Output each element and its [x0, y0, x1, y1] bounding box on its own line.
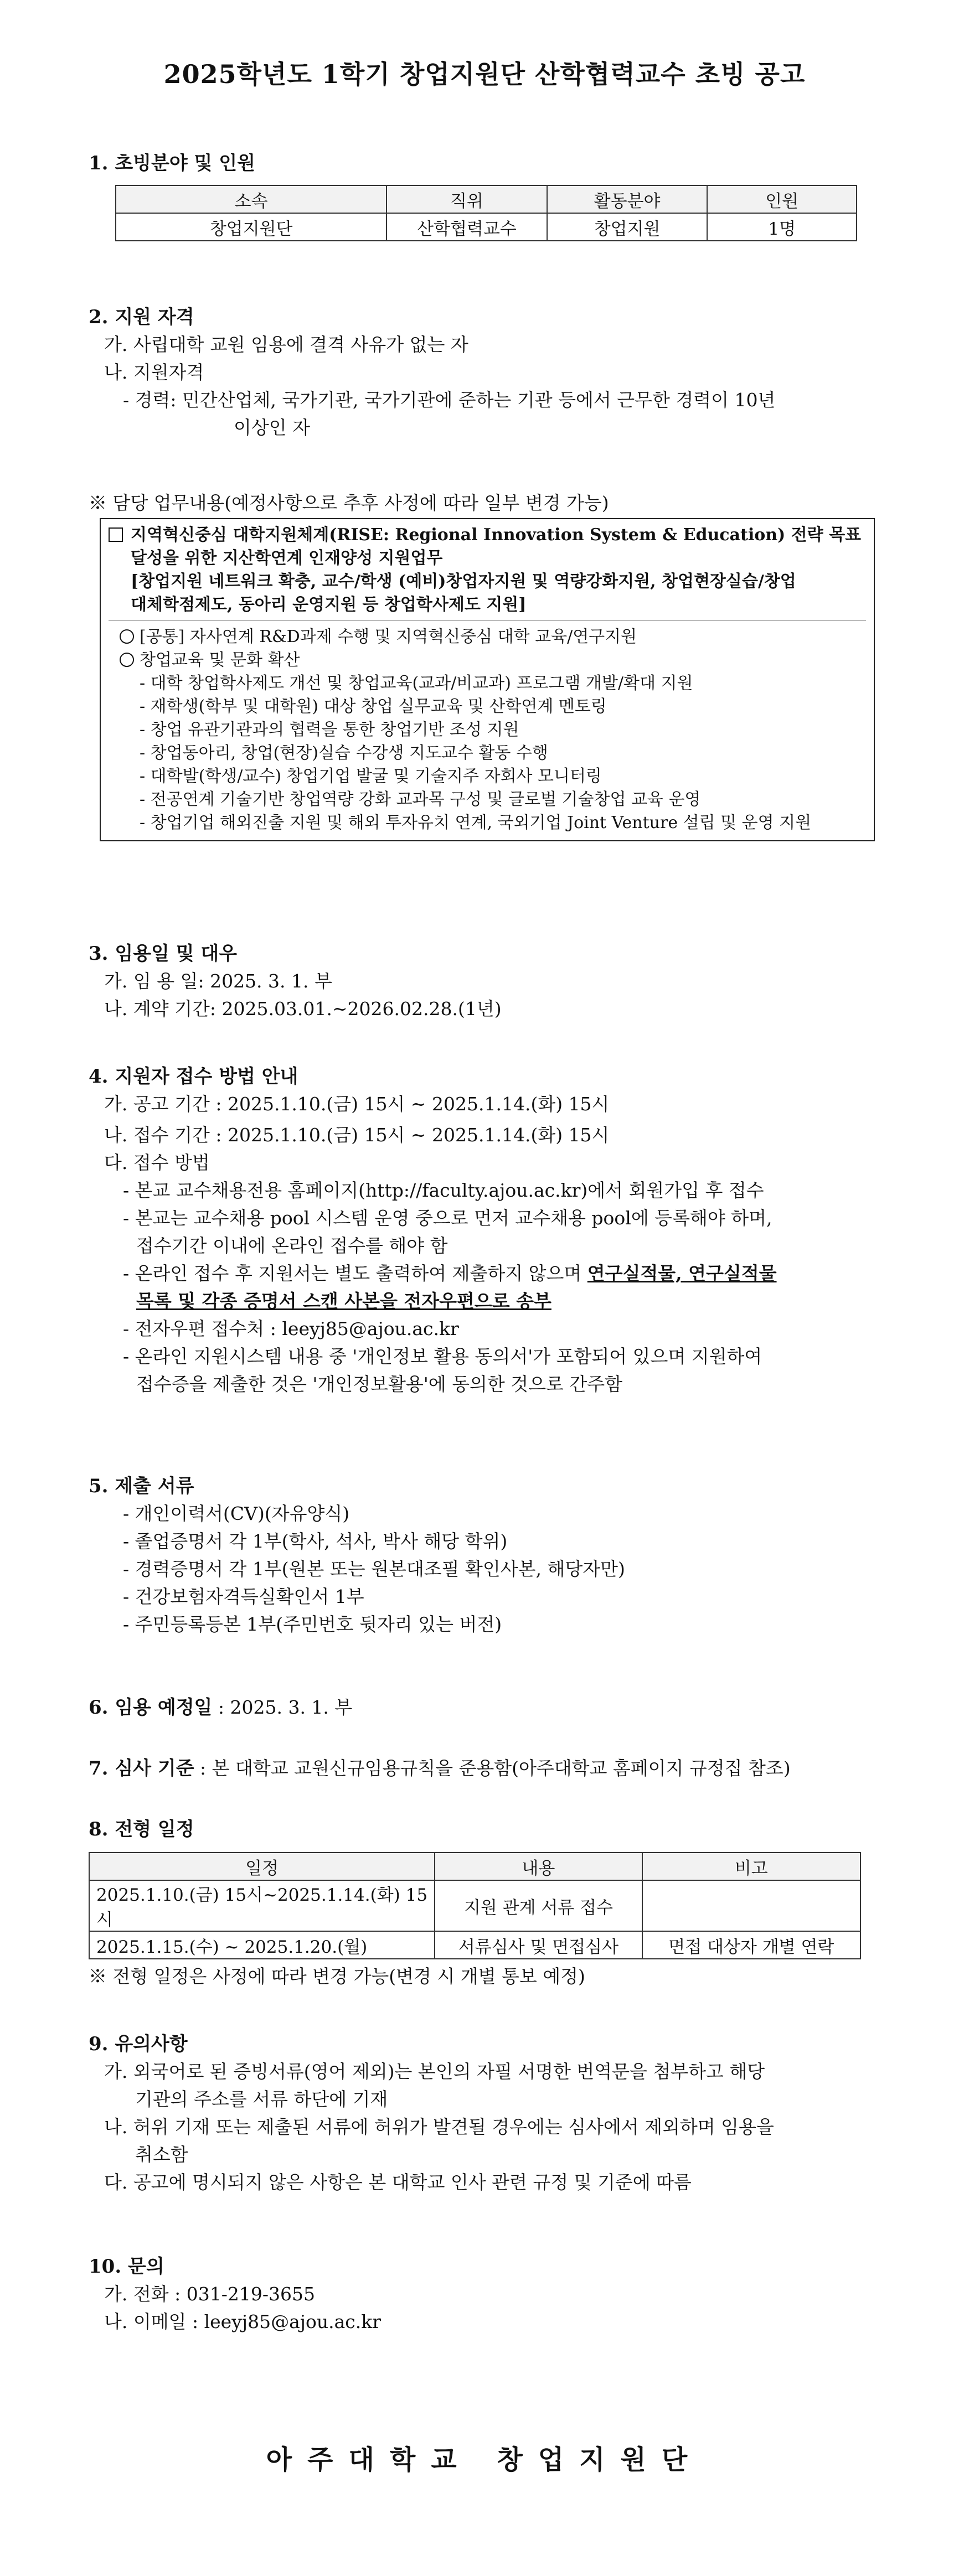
section-text: : 2025. 3. 1. 부 — [212, 1696, 353, 1718]
table-row — [89, 1880, 860, 1931]
duties-item: - 대학발(학생/교수) 창업기업 발굴 및 기술지주 자회사 모니터링 — [140, 767, 602, 786]
list-item: - 본교는 교수채용 pool 시스템 운영 중으로 먼저 교수채용 pool에 등록해야 하며, — [123, 1207, 772, 1229]
list-item: 다. 공고에 명시되지 않은 사항은 본 대학교 인사 관련 규정 및 기준에 따름 — [104, 2171, 692, 2193]
circle-bullet-icon — [120, 653, 134, 667]
recruitment-table — [115, 185, 857, 241]
duties-heading: 달성을 위한 지산학연계 인재양성 지원업무 — [131, 549, 443, 568]
list-item: 나. 접수 기간 : 2025.1.10.(금) 15시 ~ 2025.1.14.(화) 15시 — [104, 1124, 610, 1146]
section-heading: 5. 제출 서류 — [89, 1475, 194, 1497]
table-cell: 창업지원단 — [116, 213, 386, 241]
table-cell: 산학협력교수 — [386, 213, 547, 241]
list-item-continued: 취소함 — [135, 2144, 188, 2165]
divider — [109, 620, 866, 621]
table-header: 인원 — [707, 185, 857, 213]
duties-item: - 대학 창업학사제도 개선 및 창업교육(교과/비교과) 프로그램 개발/확대 지원 — [140, 674, 693, 693]
section-contact — [89, 2253, 886, 2336]
table-cell — [642, 1880, 860, 1931]
section-heading: 8. 전형 일정 — [89, 1818, 194, 1840]
schedule-note: ※ 전형 일정은 사정에 따라 변경 가능(변경 시 개별 통보 예정) — [89, 1965, 585, 1987]
duties-item: - 재학생(학부 및 대학원) 대상 창업 실무교육 및 산학연계 멘토링 — [140, 697, 607, 716]
list-item: 가. 사립대학 교원 임용에 결격 사유가 없는 자 — [104, 334, 468, 355]
section-appointment — [89, 940, 886, 1023]
section-heading: 9. 유의사항 — [89, 2033, 188, 2055]
table-header: 일정 — [89, 1853, 435, 1880]
section-review-criteria — [89, 1755, 886, 1782]
duties-item: - 창업 유관기관과의 협력을 통한 창업기반 조성 지원 — [140, 720, 519, 739]
duties-item: - 창업기업 해외진출 지원 및 해외 투자유치 연계, 국외기업 Joint Venture 설립 및 운영 지원 — [140, 813, 812, 832]
section-heading: 6. 임용 예정일 — [89, 1696, 213, 1719]
table-row — [116, 213, 857, 241]
circle-bullet-icon — [120, 629, 134, 644]
table-cell: 2025.1.15.(수) ~ 2025.1.20.(월) — [89, 1931, 435, 1959]
section-application-method — [89, 1063, 886, 1398]
email-contact-item: - 전자우편 접수처 : leeyj85@ajou.ac.kr — [123, 1318, 459, 1339]
table-row — [89, 1931, 860, 1959]
list-item: - 본교 교수채용전용 홈페이지(http://faculty.ajou.ac.kr)에서 회원가입 후 접수 — [123, 1180, 764, 1201]
issuer-signature: 아주대학교 창업지원단 — [266, 2444, 703, 2475]
list-item-continued: 목록 및 각종 증명서 스캔 사본을 전자우편으로 송부 — [136, 1290, 551, 1312]
duties-heading: 대체학점제도, 동아리 운영지원 등 창업학사제도 지원] — [131, 595, 527, 614]
document-item: - 개인이력서(CV)(자유양식) — [123, 1503, 350, 1524]
section-heading: 7. 심사 기준 — [89, 1757, 194, 1780]
duties-category: 창업교육 및 문화 확산 — [109, 649, 866, 672]
table-cell: 면접 대상자 개별 연락 — [642, 1931, 860, 1959]
section-heading: 4. 지원자 접수 방법 안내 — [89, 1065, 298, 1088]
list-item-continued: 접수증을 제출한 것은 '개인정보활용'에 동의한 것으로 간주함 — [136, 1373, 623, 1395]
section-recruitment-field — [89, 149, 886, 241]
page-title: 2025학년도 1학기 창업지원단 산학협력교수 초빙 공고 — [163, 59, 806, 89]
table-cell: 2025.1.10.(금) 15시~2025.1.14.(화) 15시 — [89, 1880, 435, 1931]
table-cell: 1명 — [707, 213, 857, 241]
list-item-continued: 기관의 주소를 서류 하단에 기재 — [135, 2088, 388, 2110]
table-header: 소속 — [116, 185, 386, 213]
table-header-row — [116, 185, 857, 213]
checkbox-square-icon — [109, 527, 123, 542]
section-precautions — [89, 2030, 886, 2196]
table-cell: 서류심사 및 면접심사 — [435, 1931, 642, 1959]
duties-heading: 지역혁신중심 대학지원체계(RISE: Regional Innovation System & Education) 전략 목표 — [109, 524, 866, 547]
section-heading: 2. 지원 자격 — [89, 306, 194, 328]
duties-note: ※ 담당 업무내용(예정사항으로 추후 사정에 따라 일부 변경 가능) — [89, 492, 609, 514]
email-contact: 나. 이메일 : leeyj85@ajou.ac.kr — [104, 2311, 382, 2332]
section-schedule — [89, 1815, 886, 1990]
list-item-continued: 이상인 자 — [234, 417, 311, 438]
duties-item: - 창업동아리, 창업(현장)실습 수강생 지도교수 활동 수행 — [140, 743, 548, 763]
list-item: 가. 공고 기간 : 2025.1.10.(금) 15시 ~ 2025.1.14.(화) 15시 — [104, 1093, 610, 1115]
table-header: 활동분야 — [547, 185, 708, 213]
table-header: 내용 — [435, 1853, 642, 1880]
list-item-continued: 접수기간 이내에 온라인 접수를 해야 함 — [136, 1235, 448, 1256]
table-header: 직위 — [386, 185, 547, 213]
schedule-table — [89, 1852, 861, 1959]
section-heading: 3. 임용일 및 대우 — [89, 943, 238, 965]
section-appointment-date — [89, 1694, 886, 1721]
list-item: 나. 허위 기재 또는 제출된 서류에 허위가 발견될 경우에는 심사에서 제외하며 임용을 — [104, 2116, 774, 2138]
document-item: - 주민등록등본 1부(주민번호 뒷자리 있는 버전) — [123, 1613, 502, 1635]
duties-category: [공통] 자사연계 R&D과제 수행 및 지역혁신중심 대학 교육/연구지원 — [109, 625, 866, 649]
table-header-row — [89, 1853, 860, 1880]
section-qualification — [89, 303, 886, 442]
list-item: - 경력: 민간산업체, 국가기관, 국가기관에 준하는 기관 등에서 근무한 경력이 10년 — [123, 389, 776, 411]
list-item: 나. 지원자격 — [104, 361, 204, 383]
list-item: 다. 접수 방법 — [104, 1152, 210, 1173]
table-cell: 창업지원 — [547, 213, 708, 241]
duties-heading: [창업지원 네트워크 확충, 교수/학생 (예비)창업자지원 및 역량강화지원, 창업현장실습/창업 — [131, 572, 796, 591]
list-item: - 온라인 지원시스템 내용 중 '개인정보 활용 동의서'가 포함되어 있으며 지원하여 — [123, 1346, 762, 1367]
phone-contact: 가. 전화 : 031-219-3655 — [104, 2283, 315, 2305]
table-header: 비고 — [642, 1853, 860, 1880]
list-item: 가. 외국어로 된 증빙서류(영어 제외)는 본인의 자필 서명한 번역문을 첨부하고 해당 — [104, 2061, 765, 2082]
list-item: 나. 계약 기간: 2025.03.01.~2026.02.28.(1년) — [104, 998, 502, 1020]
duties-box — [100, 518, 875, 841]
document-item: - 졸업증명서 각 1부(학사, 석사, 박사 해당 학위) — [123, 1530, 508, 1552]
document-item: - 경력증명서 각 1부(원본 또는 원본대조필 확인사본, 해당자만) — [123, 1558, 625, 1580]
section-heading: 1. 초빙분야 및 인원 — [89, 152, 255, 174]
section-documents — [89, 1472, 886, 1638]
section-heading: 10. 문의 — [89, 2256, 164, 2278]
section-text: : 본 대학교 교원신규임용규칙을 준용함(아주대학교 홈페이지 규정집 참조) — [194, 1757, 791, 1779]
document-item: - 건강보험자격득실확인서 1부 — [123, 1586, 364, 1607]
duties-item: - 전공연계 기술기반 창업역량 강화 교과목 구성 및 글로벌 기술창업 교육 운영 — [140, 790, 701, 809]
list-item: - 온라인 접수 후 지원서는 별도 출력하여 제출하지 않으며 연구실적물, 연구실적물 — [123, 1263, 777, 1284]
list-item: 가. 임 용 일: 2025. 3. 1. 부 — [104, 970, 332, 992]
table-cell: 지원 관계 서류 접수 — [435, 1880, 642, 1931]
